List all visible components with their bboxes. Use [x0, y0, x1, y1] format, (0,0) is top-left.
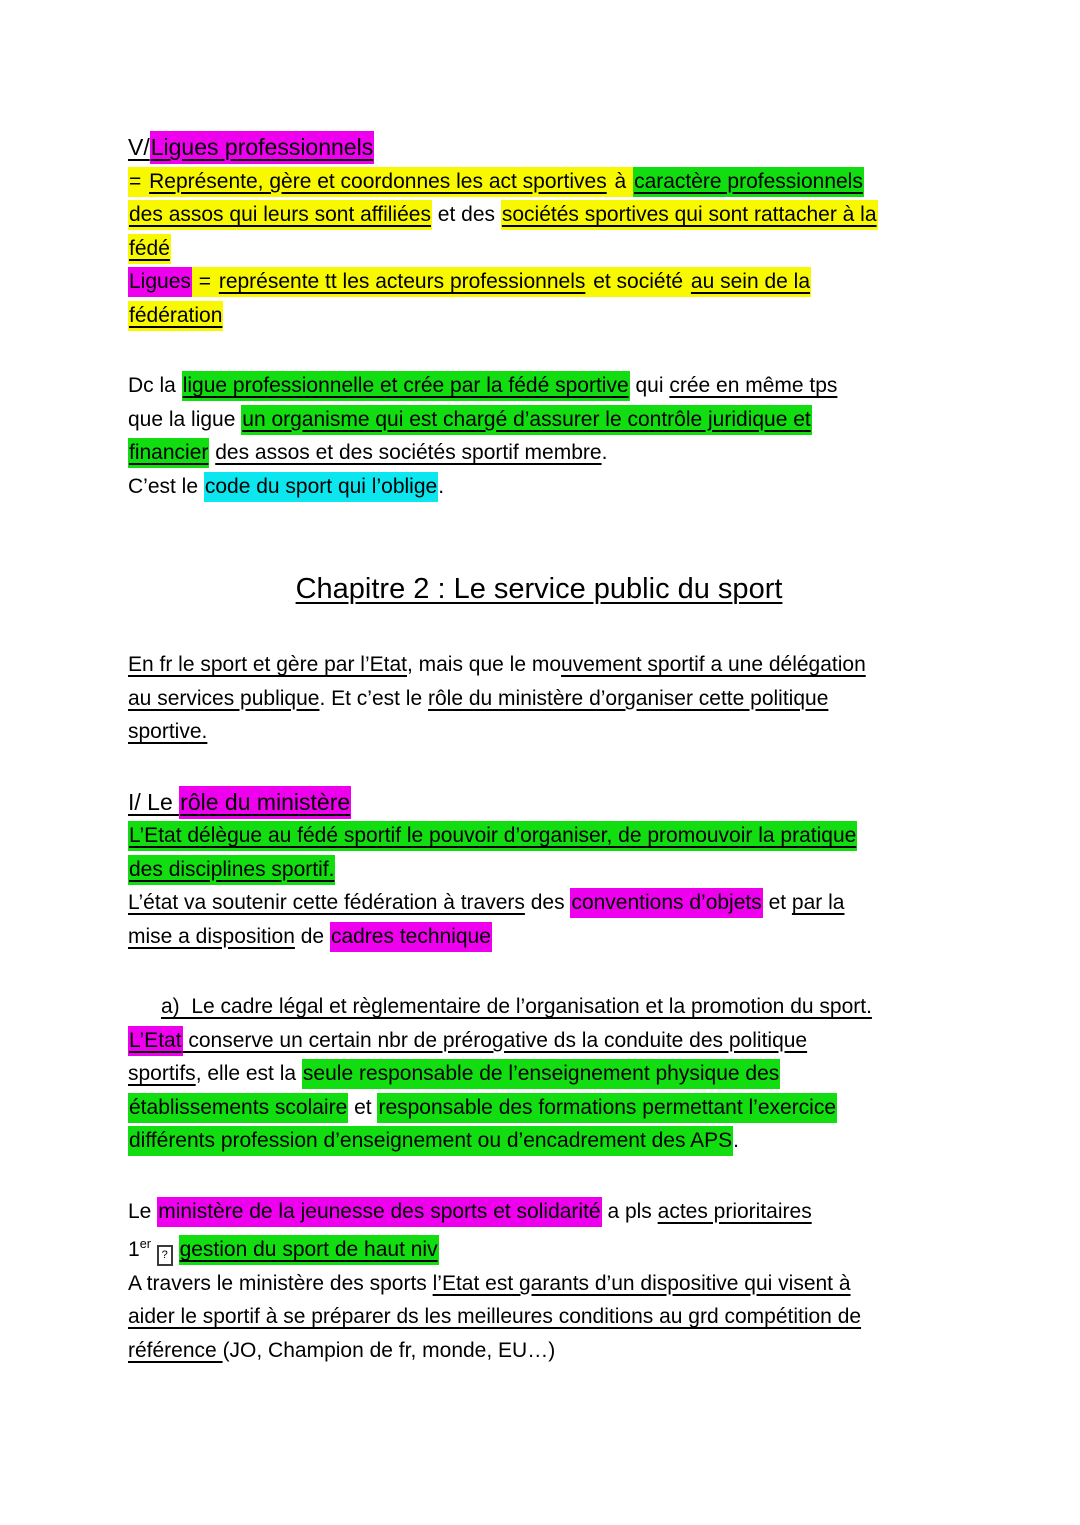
text-segment: rôle du ministère d’organiser cette politique	[428, 686, 829, 710]
text-segment: conventions d’objets	[570, 888, 762, 918]
text-segment: des assos qui leurs sont affiliées	[128, 200, 432, 230]
text-segment: conserve un certain nbr de prérogative ds la conduite des politique	[182, 1028, 808, 1052]
text-segment: fédé	[128, 234, 171, 264]
text-segment: sociétés sportives qui sont rattacher à la	[501, 200, 878, 230]
text-line	[128, 1057, 950, 1091]
text-segment: et des	[431, 203, 501, 226]
text-segment: a) Le cadre légal et règlementaire de l’organisation et la promotion du sport.	[161, 995, 872, 1018]
text-line	[128, 886, 950, 920]
text-segment: différents profession d’enseignement ou d’encadrement des APS	[128, 1126, 733, 1156]
text-line	[128, 403, 950, 437]
text-segment: L’état va soutenir cette fédération à travers	[128, 891, 525, 914]
text-segment: ligue professionnelle et crée par la fédé sportive	[182, 371, 630, 401]
text-segment: code du sport qui l’oblige	[204, 472, 438, 502]
text-segment: que la ligue	[128, 407, 242, 431]
text-segment: des disciplines sportif.	[128, 855, 335, 885]
text-segment: un organisme qui est chargé d’assurer le contrôle juridique et	[241, 405, 812, 435]
text-segment: L’Etat	[128, 1026, 183, 1056]
text-line	[128, 1124, 950, 1158]
text-segment: mise a disposition	[128, 924, 295, 948]
text-segment: .	[733, 1129, 740, 1152]
text-segment: Le	[128, 1199, 158, 1223]
text-segment: , elle est la	[195, 1062, 302, 1085]
text-segment: actes prioritaires	[657, 1199, 812, 1223]
text-segment: ministère de la jeunesse des sports et solidarité	[157, 1197, 601, 1227]
text-line	[128, 1228, 950, 1267]
text-segment: . Et c’est le	[319, 686, 428, 710]
text-line	[128, 1334, 950, 1368]
text-segment: sportifs	[128, 1062, 196, 1085]
text-line	[128, 920, 950, 954]
text-segment: aider le sportif à se préparer ds les meilleures conditions au grd compétition de	[128, 1305, 862, 1328]
text-line	[128, 715, 950, 749]
text-segment: et	[348, 1095, 378, 1119]
text-line	[128, 648, 950, 682]
text-segment: des	[524, 891, 571, 914]
text-segment: En fr le sport et gère par l’Etat	[128, 653, 407, 676]
text-line	[128, 470, 950, 504]
missing-glyph-box: ?	[157, 1245, 173, 1266]
text-line	[128, 299, 950, 333]
text-segment: par la	[791, 891, 845, 914]
text-segment: sportive.	[128, 720, 208, 743]
text-line	[128, 265, 950, 299]
text-segment: rôle du ministère	[179, 786, 351, 819]
chapter-heading	[128, 567, 950, 611]
text-line	[128, 165, 950, 199]
text-line	[128, 436, 950, 470]
text-segment: er	[139, 1237, 151, 1251]
text-segment	[173, 1238, 179, 1261]
text-segment: qui	[629, 374, 670, 397]
text-line	[128, 369, 950, 403]
text-line	[128, 232, 950, 266]
text-segment: responsable des formations permettant l’exercice	[377, 1093, 837, 1123]
text-line	[128, 1267, 950, 1301]
text-segment: et	[762, 891, 792, 914]
text-segment: =	[128, 167, 148, 197]
section-heading-i	[128, 786, 950, 820]
text-segment: seule responsable de l’enseignement physique des	[302, 1059, 780, 1089]
text-line	[128, 1024, 950, 1058]
text-segment: cadres technique	[330, 922, 492, 952]
text-segment: établissements scolaire	[128, 1093, 348, 1123]
document-body	[128, 131, 950, 1367]
text-line	[128, 1091, 950, 1125]
text-segment: V/	[128, 134, 150, 160]
text-line	[128, 198, 950, 232]
text-segment: de	[294, 924, 330, 948]
text-segment: gestion du sport de haut niv	[179, 1235, 439, 1265]
text-segment: financier	[128, 438, 209, 468]
text-segment: C’est le	[128, 474, 204, 498]
text-segment: Dc la	[128, 374, 182, 397]
text-segment: .	[438, 474, 445, 498]
text-segment: A travers le ministère des sports	[128, 1271, 433, 1295]
text-segment: Ligues professionnels	[150, 131, 374, 164]
text-segment: =	[192, 267, 218, 297]
text-segment: Représente, gère et coordonnes les act sportives	[148, 167, 608, 197]
text-segment: l’Etat est garants d’un dispositive qui visent à	[432, 1271, 851, 1295]
text-segment: .	[601, 441, 608, 464]
text-segment: caractère professionnels	[633, 167, 864, 197]
text-segment: crée en même tps	[669, 374, 838, 397]
section-heading-v	[128, 131, 950, 165]
text-segment: au sein de la	[690, 267, 811, 297]
text-segment: fédération	[128, 301, 223, 331]
text-line	[128, 682, 950, 716]
text-segment: référence	[128, 1338, 223, 1362]
subsection-heading-a	[128, 990, 950, 1024]
text-segment: Ligues	[128, 267, 192, 297]
text-segment: Chapitre 2 : Le service public du sport	[295, 573, 783, 605]
text-line	[128, 819, 950, 853]
text-segment: et société	[586, 267, 690, 297]
text-segment: à	[608, 167, 633, 197]
text-line	[128, 853, 950, 887]
text-line	[128, 1300, 950, 1334]
text-segment: I/ Le	[128, 788, 180, 815]
text-segment: L’Etat délègue au fédé sportif le pouvoir d’organiser, de promouvoir la pratique	[128, 821, 857, 851]
text-segment: uvement sportif a une délégation	[561, 653, 866, 676]
text-segment: représente tt les acteurs professionnels	[218, 267, 587, 297]
text-segment: , mais que le mo	[406, 653, 562, 676]
text-segment: (JO, Champion de fr, monde, EU…)	[222, 1338, 556, 1362]
text-segment: 1	[128, 1238, 140, 1261]
text-segment: au services publique	[128, 686, 320, 710]
text-segment: des assos et des sociétés sportif membre	[215, 441, 602, 464]
text-line	[128, 1195, 950, 1229]
text-segment: a pls	[601, 1199, 658, 1223]
